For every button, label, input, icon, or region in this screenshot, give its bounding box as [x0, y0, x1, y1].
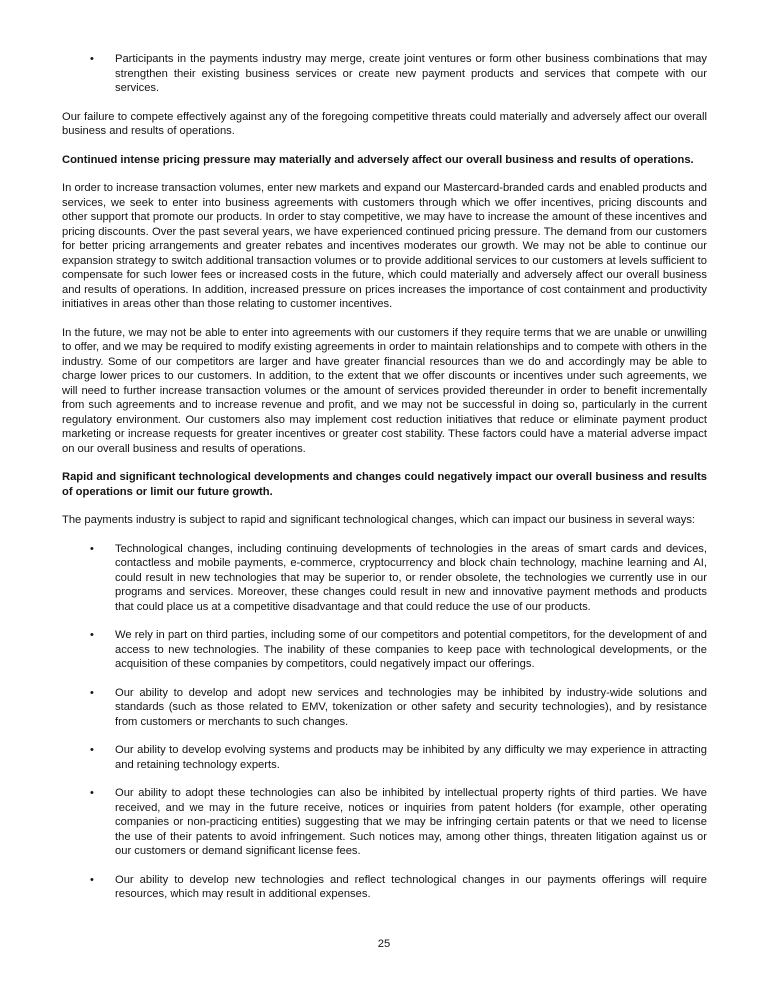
- bullet-text: Our ability to develop evolving systems and products may be inhibited by any difficulty we may experience in attracting and retaining technology experts.: [115, 744, 707, 771]
- risk-heading-pricing: Continued intense pricing pressure may materially and adversely affect our overall business and results of operations.: [62, 153, 694, 166]
- bullet-marker: •: [90, 686, 94, 699]
- bullet-text: Our ability to adopt these technologies can also be inhibited by intellectual property rights of third parties. We have received, and we may in the future receive, notices or inquiries from patent holders (for example, other operating companies or non-practicing entities) suggesting that we may be infringing certain patents or that we need to license the use of their patents to avoid infringement. Such notices may, among other things, threaten litigation against us or our customers or demand significant license fees.: [115, 787, 707, 857]
- bullet-item: [62, 786, 707, 859]
- bullet-item: [62, 686, 707, 730]
- risk-heading-technology: Rapid and significant technological developments and changes could negatively impact our overall business and results of operations or limit our future growth.: [62, 471, 707, 498]
- paragraph-compete: Our failure to compete effectively against any of the foregoing competitive threats could materially and adversely affect our overall business and results of operations.: [62, 110, 707, 137]
- bullet-marker: •: [90, 53, 94, 65]
- bullet-text: We rely in part on third parties, including some of our competitors and potential competitors, for the development of and access to new technologies. The inability of these companies to keep pace with technological developments, or the acquisition of these companies by competitors, could negatively impact our offerings.: [115, 629, 707, 670]
- bullet-item: [62, 628, 707, 672]
- bullet-item: [62, 873, 707, 902]
- bullet-marker: •: [90, 744, 94, 756]
- bullet-text: Our ability to develop and adopt new services and technologies may be inhibited by industry-wide solutions and standards (such as those related to EMV, tokenization or other safety and security technologies), and by resistance from customers or merchants to such changes.: [115, 686, 707, 728]
- bullet-item: [62, 743, 707, 772]
- bullet-item: [62, 542, 707, 615]
- bullet-marker: •: [90, 629, 94, 641]
- paragraph-pricing-1: In order to increase transaction volumes, enter new markets and expand our Mastercard-branded cards and enabled products and services, we seek to enter into business agreements with customers through which we offer incentives, pricing discounts and other support that promote our products. In order to stay competitive, we may have to increase the amount of these incentives and pricing discounts. Over the past several years, we have experienced continued pricing pressure. The demand from our customers for better pricing arrangements and greater rebates and incentives moderates our growth. We may not be able to continue our expansion strategy to switch additional transaction volumes or to provide additional services to our customers at levels sufficient to compensate for such lower fees or increased costs in the future, which could materially and adversely affect our overall business and results of operations. In addition, increased pressure on prices increases the importance of cost containment and productivity initiatives in areas other than those relating to customer incentives.: [62, 182, 707, 310]
- bullet-marker: •: [90, 787, 94, 799]
- paragraph-tech-intro: The payments industry is subject to rapid and significant technological changes, which can impact our business in several ways:: [62, 514, 696, 526]
- bullet-marker: •: [90, 873, 94, 886]
- paragraph-pricing-2: In the future, we may not be able to enter into agreements with our customers if they require terms that we are unable or unwilling to offer, and we may be required to modify existing agreements in order to maintain relationships and to compete with others in the industry. Some of our competitors are larger and have greater financial resources than we do and accordingly may be able to charge lower prices to our customers. In addition, to the extent that we offer discounts or incentives under such agreements, we will need to further increase transaction volumes or the amount of services provided thereunder in order to benefit incrementally from such agreements and to increase revenue and profit, and we may not be successful in doing so, particularly in the current regulatory environment. Our customers also may implement cost reduction initiatives that reduce or eliminate payment product marketing or increase requests for greater incentives or greater cost stability. These factors could have a material adverse impact on our overall business and results of operations.: [62, 326, 707, 455]
- page-content: [62, 52, 707, 916]
- bullet-marker: •: [90, 542, 94, 555]
- bullet-text: Technological changes, including continuing developments of technologies in the areas of smart cards and devices, contactless and mobile payments, e-commerce, cryptocurrency and block chain technology, machine learning and AI, could result in new technologies that may be superior to, or render obsolete, the technologies we currently use in our programs and services. Moreover, these changes could result in new and innovative payment methods and products that could place us at a competitive disadvantage and that could reduce the use of our products.: [115, 542, 707, 613]
- bullet-text: Our ability to develop new technologies and reflect technological changes in our payments offerings will require resources, which may result in additional expenses.: [115, 873, 707, 900]
- bullet-text: Participants in the payments industry may merge, create joint ventures or form other business combinations that may strengthen their existing business services or create new payment products and services that compete with our services.: [115, 53, 707, 94]
- page-number: 25: [377, 938, 391, 950]
- bullet-item: [62, 52, 707, 96]
